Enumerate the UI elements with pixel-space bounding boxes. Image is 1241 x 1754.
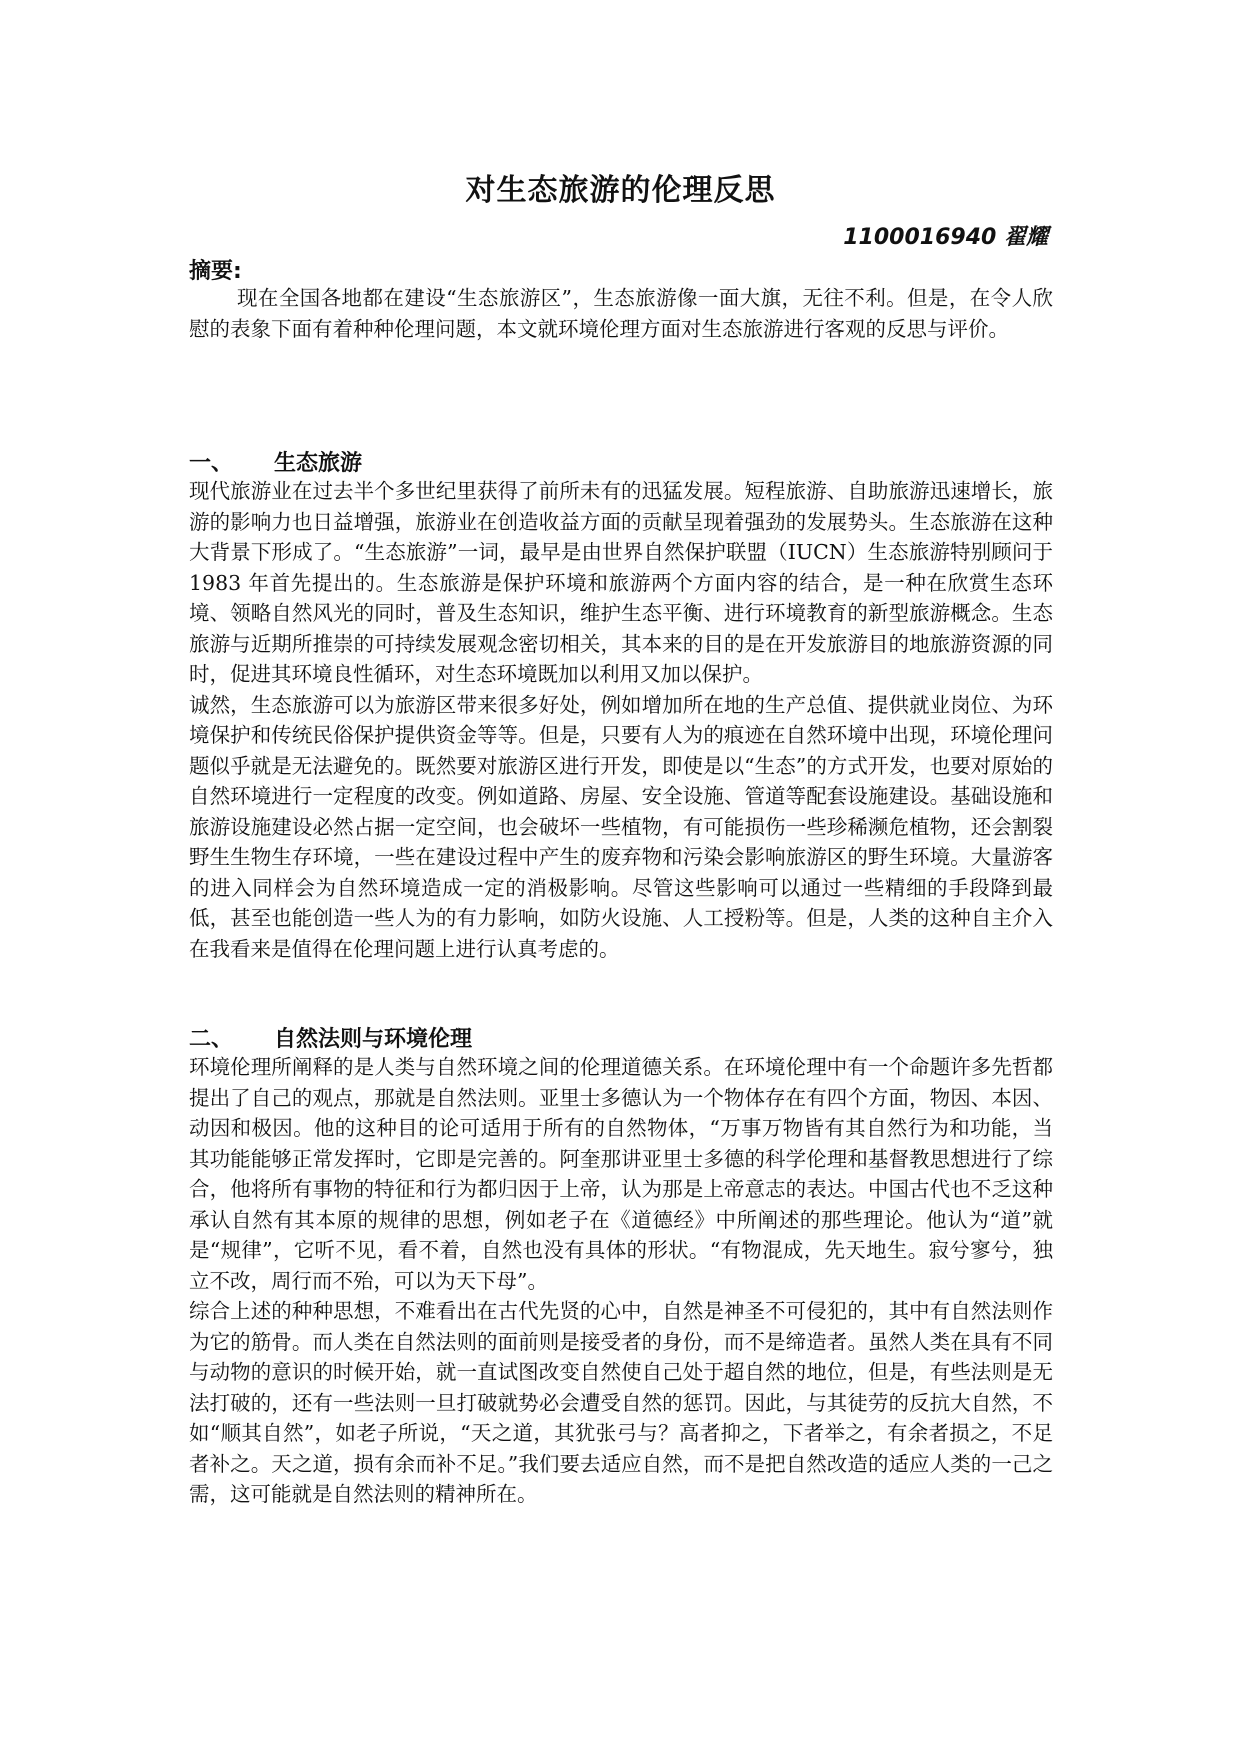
section-2-paragraph-2: 综合上述的种种思想，不难看出在古代先贤的心中，自然是神圣不可侵犯的，其中有自然法则作为它的筋骨。而人类在自然法则的面前则是接受者的身份，而不是缔造者。虽然人类在具有不同与动物的意识的时候开始，就一直试图改变自然使自己处于超自然的地位，但是，有些法则是无法打破的，还有一些法则一旦打破就势必会遭受自然的惩罚。因此，与其徒劳的反抗大自然，不如“顺其自然”，如老子所说，“天之道，其犹张弓与？高者抑之，下者举之，有余者损之，不足者补之。天之道，损有余而补不足。”我们要去适应自然，而不是把自然改造的适应人类的一己之需，这可能就是自然法则的精神所在。: [189, 1299, 1053, 1506]
abstract-block: [189, 283, 1053, 344]
section-heading-2: [189, 1022, 472, 1053]
section-title-2: 自然法则与环境伦理: [274, 1027, 473, 1052]
section-1-paragraph-2: 诚然，生态旅游可以为旅游区带来很多好处，例如增加所在地的生产总值、提供就业岗位、为环境保护和传统民俗保护提供资金等等。但是，只要有人为的痕迹在自然环境中出现，环境伦理问题似乎就是无法避免的。既然要对旅游区进行开发，即使是以“生态”的方式开发，也要对原始的自然环境进行一定程度的改变。例如道路、房屋、安全设施、管道等配套设施建设。基础设施和旅游设施建设必然占据一定空间，也会破坏一些植物，有可能损伤一些珍稀濒危植物，还会割裂野生生物生存环境，一些在建设过程中产生的废弃物和污染会影响旅游区的野生环境。大量游客的进入同样会为自然环境造成一定的消极影响。尽管这些影响可以通过一些精细的手段降到最低，甚至也能创造一些人为的有力影响，如防火设施、人工授粉等。但是，人类的这种自主介入在我看来是值得在伦理问题上进行认真考虑的。: [189, 692, 1053, 961]
section-number-1: 一、: [189, 451, 234, 476]
section-title-1: 生态旅游: [274, 451, 363, 476]
author-line: 1100016940 翟耀: [843, 225, 1048, 250]
section-body-2: [189, 1052, 1053, 1510]
section-2-paragraph-1: 环境伦理所阐释的是人类与自然环境之间的伦理道德关系。在环境伦理中有一个命题许多先哲都提出了自己的观点，那就是自然法则。亚里士多德认为一个物体存在有四个方面，物因、本因、动因和极因。他的这种目的论可适用于所有的自然物体，“万事万物皆有其自然行为和功能，当其功能能够正常发挥时，它即是完善的。阿奎那讲亚里士多德的科学伦理和基督教思想进行了综合，他将所有事物的特征和行为都归因于上帝，认为那是上帝意志的表达。中国古代也不乏这种承认自然有其本原的规律的思想，例如老子在《道德经》中所阐述的那些理论。他认为“道”就是“规律”，它听不见，看不着，自然也没有具体的形状。“有物混成，先天地生。寂兮寥兮，独立不改，周行而不殆，可以为天下母”。: [189, 1055, 1053, 1293]
section-body-1: [189, 476, 1053, 964]
section-heading-1: [189, 446, 362, 477]
document-title: 对生态旅游的伦理反思: [465, 173, 776, 208]
abstract-label: 摘要:: [189, 259, 242, 284]
section-1-paragraph-1: 现代旅游业在过去半个多世纪里获得了前所未有的迅猛发展。短程旅游、自助旅游迅速增长，旅游的影响力也日益增强，旅游业在创造收益方面的贡献呈现着强劲的发展势头。生态旅游在这种大背景下形成了。“生态旅游”一词，最早是由世界自然保护联盟（IUCN）生态旅游特别顾问于 1983 年首先提出的。生态旅游是保护环境和旅游两个方面内容的结合，是一种在欣赏生态环境、领略自然风光的同时，普及生态知识，维护生态平衡、进行环境教育的新型旅游概念。生态旅游与近期所推崇的可持续发展观念密切相关，其本来的目的是在开发旅游目的地旅游资源的同时，促进其环境良性循环，对生态环境既加以利用又加以保护。: [189, 479, 1053, 686]
abstract-paragraph: 现在全国各地都在建设“生态旅游区”，生态旅游像一面大旗，无往不利。但是，在令人欣慰的表象下面有着种种伦理问题，本文就环境伦理方面对生态旅游进行客观的反思与评价。: [189, 286, 1053, 341]
section-number-2: 二、: [189, 1027, 234, 1052]
